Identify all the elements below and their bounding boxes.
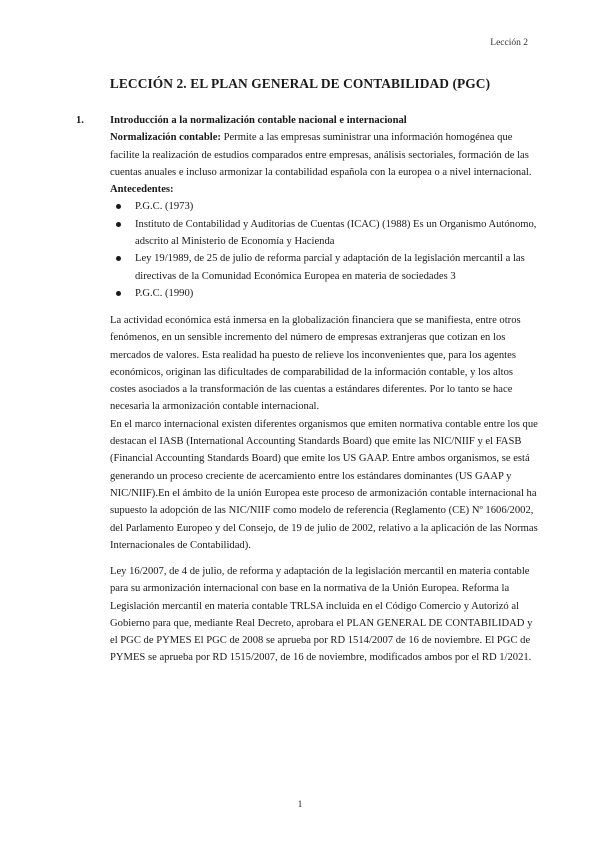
list-item — [110, 285, 538, 302]
section-number: 1. — [76, 115, 84, 126]
section-body — [110, 112, 538, 302]
list-item — [110, 250, 538, 285]
bullet-icon — [116, 291, 121, 296]
paragraph-text: Ley 16/2007, de 4 de julio, de reforma y adaptación de la legislación mercantil en materia contable para su armonización internacional con base en la normativa de la Unión Europea. Reforma la Legislación mercantil en materia contable TRLSA incluida en el Código Comercio y Autorizó al Gobierno para que, mediante Real Decreto, aprobara el PLAN GENERAL DE CONTABILIDAD y el PGC de PYMES El PGC de 2008 se aprueba por RD 1514/2007 de 16 de noviembre. El PGC de PYMES se aprueba por RD 1515/2007, de 16 de noviembre, modificados ambos por el RD 1/2021. — [110, 566, 533, 664]
definition-term: Normalización contable: — [110, 132, 221, 144]
definition-paragraph — [110, 129, 538, 181]
paragraph-text: La actividad económica está inmersa en la globalización financiera que se manifiesta, entre otros fenómenos, en un sensible incremento del número de empresas extranjeras que cotizan en los mercados de valores. Esta realidad ha puesto de relieve los inconvenientes que, para los agentes económicos, originan las dificultades de comparabilidad de la información contable, y los altos costes asociados a la transformación de las cuentas a estándares diferentes. Por lo tanto se hace necesaria la armonización contable internacional. — [110, 315, 521, 413]
list-item — [110, 216, 538, 251]
section-heading: Introducción a la normalización contable nacional e internacional — [110, 115, 407, 126]
bullet-icon — [116, 256, 121, 261]
list-item — [110, 198, 538, 215]
list-item-text: P.G.C. (1990) — [135, 287, 194, 299]
paragraph-globalizacion — [110, 312, 540, 554]
page-title: LECCIÓN 2. EL PLAN GENERAL DE CONTABILIDAD (PGC) — [109, 76, 491, 91]
list-item-text: Instituto de Contabilidad y Auditorias de Cuentas (ICAC) (1988) Es un Organismo Autónomo, adscrito al Ministerio de Economía y Hacienda — [135, 218, 537, 248]
bullet-icon — [116, 222, 121, 227]
page-number: 1 — [297, 800, 303, 810]
antecedentes-list — [110, 198, 538, 302]
paragraph-text: En el marco internacional existen diferentes organismos que emiten normativa contable entre los que destacan el IASB (International Accounting Standards Board) que emite las NIC/NIIF y el FASB (Financial Accounting Standards Board) que emite los US GAAP. Entre ambos organismos, se está generando un proceso creciente de acercamiento entre los estándares dominantes (US GAAP y NIC/NIIF).En el ámbito de la unión Europea este proceso de armonización contable internacional ha supuesto la adopción de las NIC/NIIF como modelo de referencia (Reglamento (CE) Nº 1606/2002, del Parlamento Europeo y del Consejo, de 19 de julio de 2002, relativo a la aplicación de las Normas Internacionales de Contabilidad). — [110, 418, 538, 551]
section-1 — [76, 112, 538, 302]
bullet-icon — [116, 204, 121, 209]
running-header: Lección 2 — [490, 38, 528, 48]
list-item-text: P.G.C. (1973) — [135, 201, 194, 213]
antecedentes-label: Antecedentes: — [110, 184, 174, 196]
paragraph-ley-16-2007 — [110, 563, 540, 667]
definition-text: Permite a las empresas suministrar una información homogénea que facilite la realización de estudios comparados entre empresas, análisis sectoriales, formación de las cuentas anuales e incluso armonizar la contabilidad española con la europea o a nivel internacional. — [110, 132, 532, 178]
list-item-text: Ley 19/1989, de 25 de julio de reforma parcial y adaptación de la legislación mercantil a las directivas de la Comunidad Económica Europea en materia de sociedades 3 — [135, 253, 525, 282]
